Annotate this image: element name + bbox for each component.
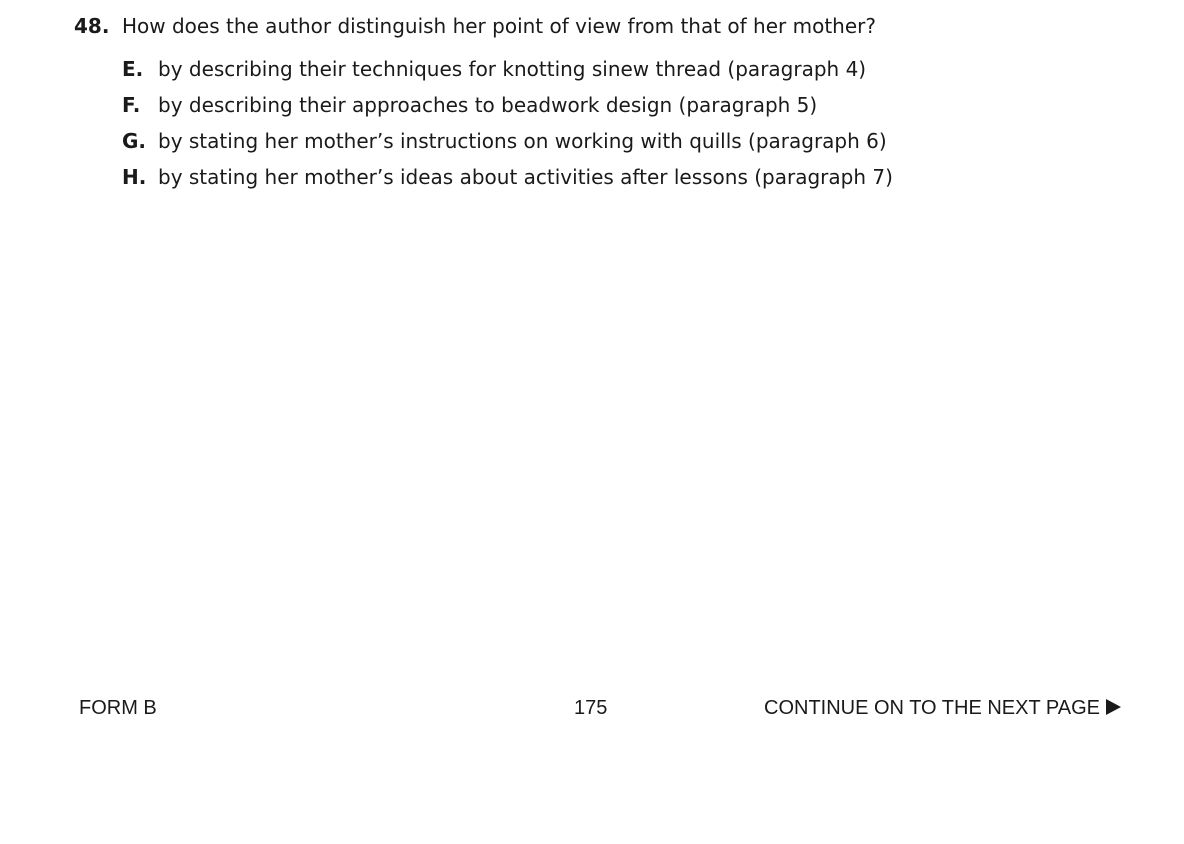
- right-triangle-arrow-icon: [1106, 699, 1121, 715]
- option-e[interactable]: [122, 55, 893, 91]
- continue-notice: [764, 694, 1121, 722]
- form-label: FORM B: [79, 697, 157, 719]
- option-g[interactable]: [122, 127, 893, 163]
- option-letter: H.: [122, 165, 147, 189]
- option-text: by describing their approaches to beadwork design (paragraph 5): [158, 93, 818, 117]
- option-letter: F.: [122, 93, 141, 117]
- question-text: How does the author distinguish her point of view from that of her mother?: [122, 14, 876, 38]
- option-h[interactable]: [122, 163, 893, 199]
- question-48: [74, 12, 876, 40]
- continue-text: CONTINUE ON TO THE NEXT PAGE: [764, 697, 1100, 719]
- answer-options: [122, 55, 893, 199]
- option-text: by stating her mother’s instructions on working with quills (paragraph 6): [158, 129, 887, 153]
- page-number: 175: [574, 697, 608, 719]
- option-letter: G.: [122, 129, 147, 153]
- option-f[interactable]: [122, 91, 893, 127]
- option-letter: E.: [122, 57, 144, 81]
- option-text: by describing their techniques for knotting sinew thread (paragraph 4): [158, 57, 867, 81]
- option-text: by stating her mother’s ideas about activities after lessons (paragraph 7): [158, 165, 893, 189]
- question-number: 48.: [74, 14, 110, 38]
